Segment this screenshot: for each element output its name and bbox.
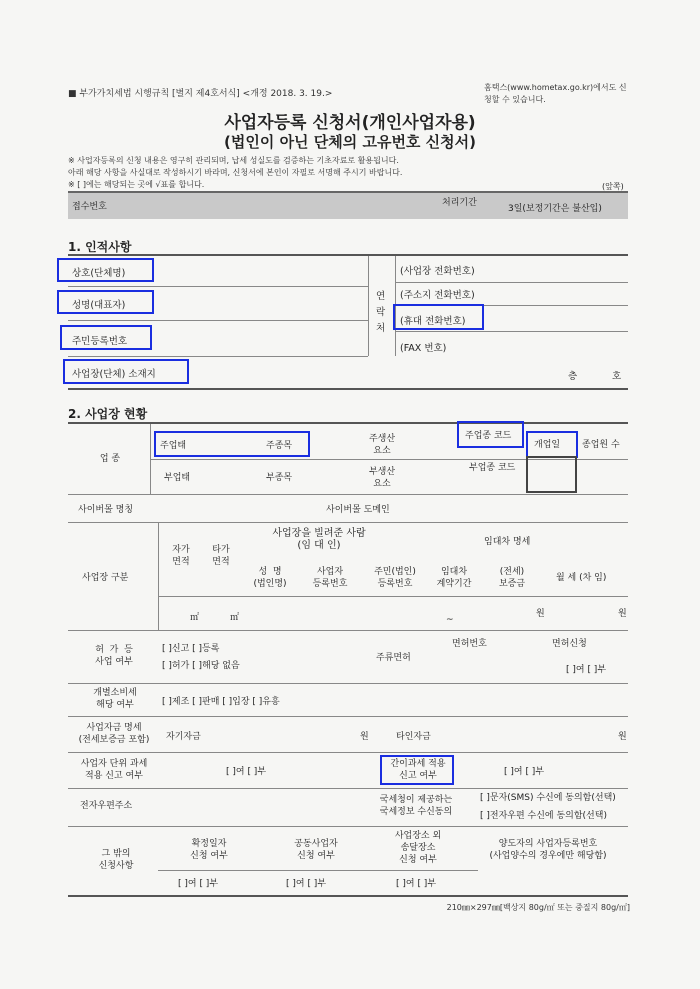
joint-business-label: 공동사업자 신청 여부 [294, 839, 338, 861]
start-date-box [526, 456, 577, 493]
rented-area-label: 타가 면적 [212, 545, 230, 567]
note-1: ※ 사업자등록의 신청 내용은 영구히 관리되며, 납세 성실도를 검증하는 기초자료로 활용됩니다. [68, 156, 399, 165]
other-fund-won: 원 [618, 732, 627, 742]
confirm-date-options: [ ]여 [ ]부 [178, 879, 219, 889]
lease-header: 임대차 명세 [484, 537, 531, 547]
lessor-reg-number-label: 사업자 등록번호 [312, 567, 348, 589]
simplified-tax-options: [ ]여 [ ]부 [504, 767, 545, 777]
own-fund-label: 자기자금 [166, 732, 201, 742]
permit-label: 허 가 등 사업 여부 [95, 645, 133, 667]
business-phone-label: (사업장 전화번호) [400, 266, 475, 277]
main-code-highlight [457, 421, 524, 448]
own-area-label: 자가 면적 [172, 545, 190, 567]
start-date-label: 개업일 [534, 440, 561, 450]
main-business-type: 주업태 [160, 441, 187, 451]
license-number-label: 면허번호 [452, 639, 487, 649]
rent-won: 원 [618, 609, 627, 619]
business-fund-label: 사업자금 명세 (전세보증금 포함) [78, 723, 150, 745]
trade-name-highlight [57, 258, 154, 282]
unit-label: 호 [612, 371, 622, 382]
form-title: 사업자등록 신청서(개인사업자용) [224, 113, 476, 133]
rented-area-unit: ㎡ [230, 613, 240, 623]
license-application-label: 면허신청 [552, 639, 587, 649]
processing-period-label: 처리기간 [442, 198, 477, 208]
lessor-header: 사업장을 빌려준 사람 (임 대 인) [272, 528, 366, 551]
note-2: 아래 해당 사항을 사실대로 작성하시기 바라며, 신청서에 본인이 자필로 서명해 주시기 바랍니다. [68, 168, 403, 177]
email-label: 전자우편주소 [80, 801, 133, 811]
home-phone-label: (주소지 전화번호) [400, 290, 475, 301]
sub-business-type: 부업태 [164, 473, 191, 483]
deposit-won: 원 [536, 609, 545, 619]
confirm-date-label: 확정일자 신청 여부 [190, 839, 228, 861]
mobile-phone-highlight [393, 304, 484, 330]
regulation-reference: ■ 부가가치세법 시행규칙 [별지 제4호서식] <개정 2018. 3. 19.> [68, 89, 333, 99]
main-product-factor: 주생산 요소 [368, 434, 396, 456]
note-3: ※ [ ]에는 해당되는 곳에 √표를 합니다. [68, 180, 205, 189]
joint-business-options: [ ]여 [ ]부 [286, 879, 327, 889]
lease-period-label: 임대차 계약기간 [436, 567, 472, 589]
cyber-mall-name-label: 사이버몰 명칭 [78, 505, 134, 515]
simplified-tax-label: 간이과세 적용 신고 여부 [390, 759, 446, 781]
paper-size-note: 210㎜×297㎜[백상지 80g/㎡ 또는 중질지 80g/㎡] [446, 903, 630, 912]
monthly-rent-label: 월 세 (차 임) [556, 573, 607, 583]
representative-name-label: 성명(대표자) [72, 300, 126, 311]
workplace-class-label: 사업장 구분 [82, 573, 129, 583]
trade-name-label: 상호(단체명) [72, 268, 126, 279]
permit-options-2: [ ]허가 [ ]해당 없음 [162, 661, 240, 671]
front-side-label: (앞쪽) [602, 182, 624, 191]
address-highlight [63, 359, 189, 384]
contact-char-3: 처 [376, 323, 386, 334]
sub-business-item: 부종목 [266, 473, 293, 483]
lessor-name-label: 성 명 (법인명) [253, 567, 287, 589]
contact-char-2: 락 [376, 307, 386, 318]
other-fund-label: 타인자금 [396, 732, 431, 742]
transferor-label: 양도자의 사업자등록번호 (사업양수의 경우에만 해당함) [489, 839, 607, 861]
hometax-note: 홈택스(www.hometax.go.kr)에서도 신청할 수 있습니다. [484, 83, 627, 104]
lease-period-tilde: ~ [446, 615, 454, 625]
main-type-item-highlight [154, 431, 310, 457]
email-consent-option: [ ]전자우편 수신에 동의함(선택) [480, 811, 607, 821]
delivery-place-label: 사업장소 외 송달장소 신청 여부 [394, 831, 442, 865]
processing-period-value: 3일(보정기간은 불산입) [508, 204, 602, 214]
contact-char-1: 연 [376, 291, 386, 302]
main-industry-code: 주업종 코드 [465, 431, 512, 441]
industry-label: 업 종 [99, 454, 121, 464]
nts-info-consent-label: 국세청이 제공하는 국세정보 수신동의 [379, 795, 453, 817]
reception-bar [68, 191, 628, 219]
permit-options-1: [ ]신고 [ ]등록 [162, 644, 220, 654]
deposit-label: (전세) 보증금 [498, 567, 526, 589]
own-area-unit: ㎡ [190, 613, 200, 623]
unit-taxation-label: 사업자 단위 과세 적용 신고 여부 [80, 759, 148, 781]
simplified-tax-highlight [380, 755, 454, 785]
section-2-heading: 2. 사업장 현황 [68, 407, 148, 421]
main-business-item: 주종목 [266, 441, 293, 451]
other-requests-label: 그 밖의 신청사항 [98, 849, 134, 871]
section-1-heading: 1. 인적사항 [68, 240, 132, 254]
mobile-phone-label: (휴대 전화번호) [400, 316, 466, 327]
sms-consent-option: [ ]문자(SMS) 수신에 동의함(선택) [480, 793, 616, 803]
representative-name-highlight [57, 290, 154, 314]
start-date-highlight [526, 431, 578, 458]
sub-product-factor: 부생산 요소 [368, 467, 396, 489]
lessor-resident-number-label: 주민(법인) 등록번호 [374, 567, 416, 589]
excise-options: [ ]제조 [ ]판매 [ ]입장 [ ]유흥 [162, 697, 280, 707]
employee-count-label: 종업원 수 [582, 440, 620, 450]
address-label: 사업장(단체) 소재지 [72, 369, 156, 380]
unit-taxation-options: [ ]여 [ ]부 [226, 767, 267, 777]
form-subtitle: (법인이 아닌 단체의 고유번호 신청서) [224, 133, 476, 151]
license-application-options: [ ]여 [ ]부 [566, 665, 607, 675]
sub-industry-code: 부업종 코드 [469, 463, 516, 473]
resident-id-label: 주민등록번호 [72, 336, 128, 347]
floor-label: 층 [568, 371, 578, 382]
resident-id-highlight [60, 325, 152, 350]
excise-label: 개별소비세 해당 여부 [93, 688, 137, 710]
fax-label: (FAX 번호) [400, 343, 447, 354]
delivery-place-options: [ ]여 [ ]부 [396, 879, 437, 889]
own-fund-won: 원 [360, 732, 369, 742]
cyber-mall-domain-label: 사이버몰 도메인 [326, 505, 390, 515]
reception-number-label: 접수번호 [72, 202, 107, 212]
liquor-license-label: 주류면허 [376, 653, 411, 663]
